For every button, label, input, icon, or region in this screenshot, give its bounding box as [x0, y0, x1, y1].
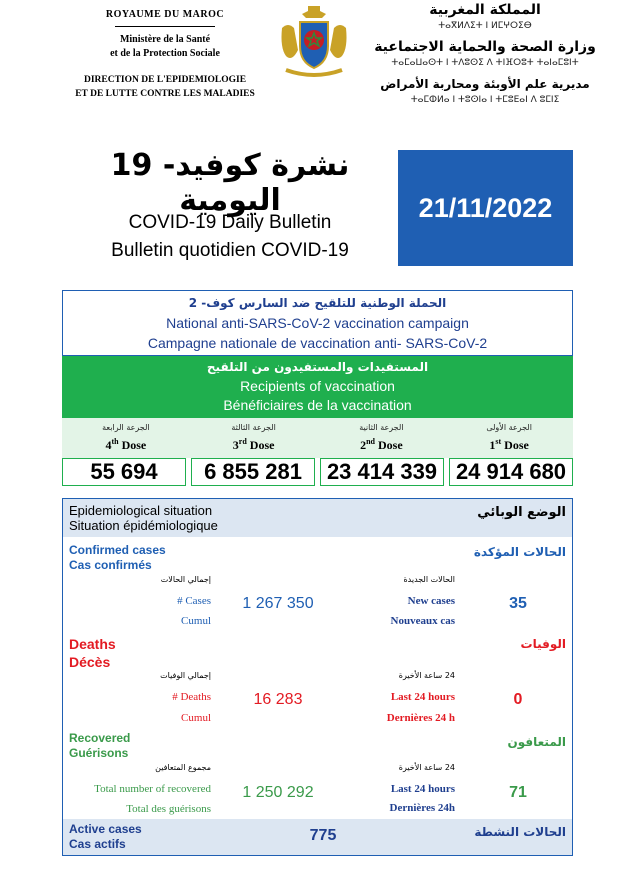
coat-of-arms-icon: [272, 6, 356, 82]
confirmed-total-value: 1 267 350: [242, 595, 314, 612]
campaign-title-fr: Campagne nationale de vaccination anti- SARS-CoV-2: [147, 335, 488, 351]
recovered-title-fr: Guérisons: [69, 746, 129, 760]
deaths-total-ar: إجمالي الوفيات: [160, 671, 211, 680]
dose-header-2: [318, 418, 446, 458]
deaths-total-label-1: # Deaths: [172, 691, 211, 703]
bulletin-date: 21/11/2022: [398, 150, 573, 266]
recovered-total-label-1: Total number of recovered: [94, 783, 211, 795]
epidemiological-situation-box: [62, 498, 573, 856]
confirmed-total-label-1: # Cases: [177, 595, 211, 607]
recovered-total-value: 1 250 292: [242, 784, 314, 801]
active-title-ar: الحالات النشطة: [474, 825, 566, 839]
dose-1-sup: st: [495, 437, 502, 446]
confirmed-new-label-1: New cases: [407, 595, 455, 607]
dose-1-label: Dose: [501, 438, 529, 452]
active-title-fr: Cas actifs: [69, 837, 126, 851]
campaign-box: [62, 290, 573, 356]
kingdom-fr: ROYAUME DU MAROC: [105, 9, 225, 20]
recovered-total-ar: مجموع المتعافين: [155, 763, 211, 772]
dose-1-num: 1: [489, 438, 496, 452]
dose-headers: [62, 418, 573, 458]
campaign-title-ar: الحملة الوطنية للتلقيح ضد السارس كوف- 2: [188, 296, 447, 310]
confirmed-new-value: 35: [509, 595, 527, 612]
header-french: [40, 8, 290, 101]
direction-ar: مديرية علم الأوبئة ومحاربة الأمراض: [380, 77, 590, 91]
dose-2-ar: الجرعة الثانية: [359, 423, 404, 432]
recovered-title-ar: المتعافون: [507, 735, 566, 749]
recovered-new-label-1: Last 24 hours: [390, 783, 455, 795]
bulletin-title-ar: نشرة كوفيد- 19 اليومية: [110, 148, 350, 218]
epi-header: [63, 499, 572, 537]
deaths-total-value: 16 283: [253, 691, 303, 708]
recovered-total-label-2: Total des guérisons: [126, 803, 211, 815]
dose-1-value: 24 914 680: [449, 458, 573, 486]
recovered-new-label-2: Dernières 24h: [389, 802, 455, 814]
recipients-fr: Bénéficiaires de la vaccination: [223, 397, 412, 413]
recipients-ar: المستفيدات والمستفيدون من التلقيح: [206, 360, 429, 374]
ministry-ar: وزارة الصحة والحماية الاجتماعية: [374, 39, 596, 55]
dose-3-value: 6 855 281: [191, 458, 315, 486]
ministry-fr-2: et de la Protection Sociale: [110, 48, 220, 59]
epi-title-en: Epidemiological situation: [69, 503, 213, 518]
confirmed-new-ar: الحالات الجديدة: [403, 575, 455, 584]
active-value: 775: [309, 827, 337, 844]
dose-3-num: 3: [232, 438, 239, 452]
deaths-new-ar: 24 ساعة الأخيرة: [398, 671, 455, 680]
dose-3-sup: rd: [238, 437, 247, 446]
dose-3-label: Dose: [246, 438, 275, 452]
header-divider: [115, 26, 215, 27]
header-arabic: [360, 2, 610, 108]
confirmed-title: [69, 543, 166, 573]
dose-2-value: 23 414 339: [320, 458, 444, 486]
confirmed-title-en: Confirmed cases: [69, 543, 166, 557]
dose-header-4: [62, 418, 190, 458]
dose-2-sup: nd: [366, 437, 375, 446]
deaths-title-fr: Décès: [69, 654, 111, 670]
dose-4-label: Dose: [118, 438, 147, 452]
deaths-total-label-2: Cumul: [181, 712, 211, 724]
recovered-title-en: Recovered: [69, 731, 131, 745]
ministry-tifinagh: ⵜⴰⵎⴰⵡⴰⵙⵜ ⵏ ⵜⴷⵓⵙⵉ ⴷ ⵜⵏⴼⵔⵓⵜ ⵜⴰⵏⴰⵎⵓⵏⵜ: [391, 58, 579, 68]
confirmed-total-label-2: Cumul: [181, 615, 211, 627]
dose-3-ar: الجرعة الثالثة: [231, 423, 276, 432]
direction-fr-2: ET DE LUTTE CONTRE LES MALADIES: [75, 89, 255, 99]
deaths-new-label-2: Dernières 24 h: [386, 712, 455, 724]
campaign-title-en: National anti-SARS-CoV-2 vaccination campaign: [166, 315, 469, 331]
recovered-new-value: 71: [509, 784, 527, 801]
deaths-title-en: Deaths: [69, 636, 116, 652]
confirmed-total-ar: إجمالي الحالات: [160, 575, 211, 584]
ministry-fr-1: Ministère de la Santé: [119, 34, 211, 45]
deaths-title-ar: الوفيات: [520, 637, 566, 651]
epi-title-fr: Situation épidémiologique: [69, 518, 218, 533]
active-cases-bar: [63, 819, 572, 855]
confirmed-title-fr: Cas confirmés: [69, 558, 152, 572]
dose-2-num: 2: [360, 438, 367, 452]
recovered-new-ar: 24 ساعة الأخيرة: [398, 763, 455, 772]
active-title: [69, 822, 142, 852]
deaths-new-value: 0: [513, 691, 523, 708]
bulletin-title-en: COVID-19 Daily Bulletin: [128, 212, 332, 233]
dose-4-ar: الجرعة الرابعة: [102, 423, 150, 432]
confirmed-title-ar: الحالات المؤكدة: [473, 545, 566, 559]
dose-header-1: [445, 418, 573, 458]
epi-title-ar: الوضع الوبائي: [477, 505, 566, 520]
recipients-banner: [62, 356, 573, 418]
recipients-en: Recipients of vaccination: [240, 378, 395, 394]
kingdom-tifinagh: ⵜⴰⴳⵍⴷⵉⵜ ⵏ ⵍⵎⵖⵔⵉⴱ: [438, 21, 532, 31]
deaths-title: [69, 635, 116, 671]
active-title-en: Active cases: [69, 822, 142, 836]
direction-tifinagh: ⵜⴰⵎⵀⵍⴰ ⵏ ⵜⵓⵙⵏⴰ ⵏ ⵜⵎⵓⴹⴰⵏ ⴷ ⵓⵎⵏⵉ: [410, 95, 560, 105]
direction-fr-1: DIRECTION DE L'EPIDEMIOLOGIE: [83, 75, 247, 85]
dose-4-value: 55 694: [62, 458, 186, 486]
dose-4-sup: th: [111, 437, 119, 446]
dose-header-3: [190, 418, 318, 458]
recovered-title: [69, 731, 130, 761]
kingdom-ar: المملكة المغربية: [429, 2, 541, 18]
confirmed-new-label-2: Nouveaux cas: [390, 615, 455, 627]
bulletin-title-fr: Bulletin quotidien COVID-19: [111, 240, 349, 261]
dose-2-label: Dose: [374, 438, 403, 452]
dose-4-num: 4: [105, 438, 112, 452]
dose-values: [62, 458, 573, 486]
deaths-new-label-1: Last 24 hours: [390, 691, 455, 703]
dose-1-ar: الجرعة الأولى: [486, 423, 532, 432]
